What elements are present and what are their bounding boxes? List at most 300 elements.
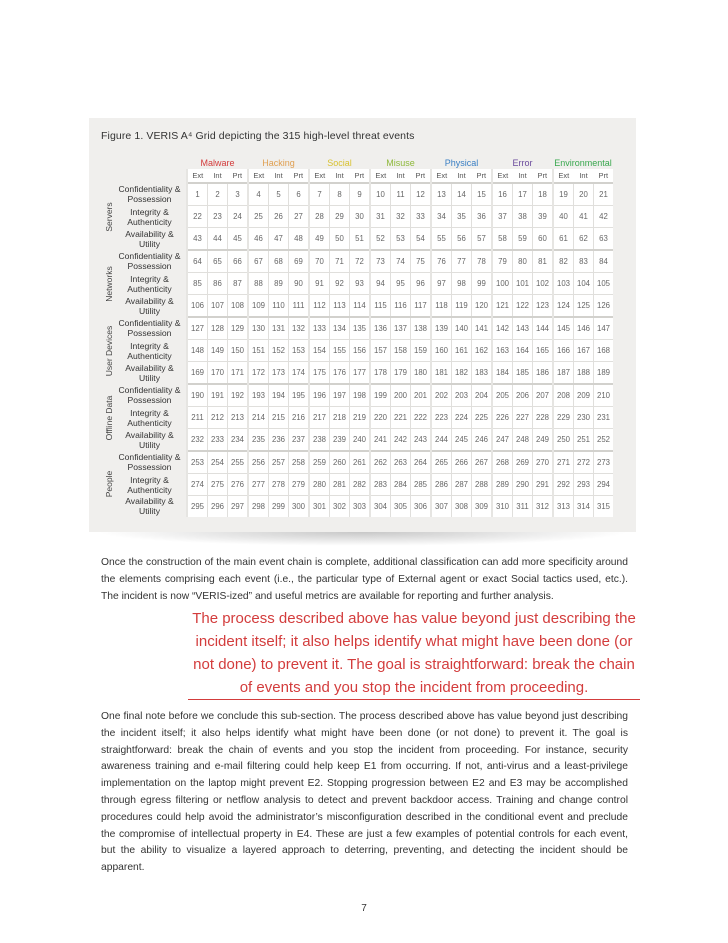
asset-group-label: Networks [103, 265, 114, 302]
page-number: 7 [361, 903, 367, 914]
threat-event-cell: 148 [187, 340, 208, 362]
grid-row [101, 429, 613, 452]
threat-event-cell: 209 [574, 384, 594, 407]
threat-event-cell: 105 [594, 273, 614, 295]
threat-event-cell: 150 [228, 340, 249, 362]
threat-event-cell: 30 [350, 206, 371, 228]
threat-event-cell: 53 [391, 228, 411, 251]
threat-event-cell: 57 [472, 228, 493, 251]
grid-row [101, 496, 613, 518]
threat-event-cell: 279 [289, 474, 310, 496]
threat-event-cell: 276 [228, 474, 249, 496]
threat-event-cell: 117 [411, 295, 432, 318]
threat-event-cell: 31 [370, 206, 391, 228]
threat-event-cell: 40 [553, 206, 574, 228]
subheader-prt: Prt [594, 169, 614, 183]
subheader-prt: Prt [350, 169, 371, 183]
attribute-label: Availability & Utility [125, 362, 174, 383]
asset-group [101, 183, 116, 250]
threat-event-cell: 75 [411, 250, 432, 273]
threat-event-cell: 107 [208, 295, 228, 318]
threat-event-cell: 12 [411, 183, 432, 206]
threat-event-cell: 257 [269, 451, 289, 474]
threat-event-cell: 141 [472, 317, 493, 340]
threat-event-cell: 211 [187, 407, 208, 429]
threat-event-cell: 89 [269, 273, 289, 295]
threat-event-cell: 166 [553, 340, 574, 362]
grid-row [101, 273, 613, 295]
threat-event-cell: 32 [391, 206, 411, 228]
threat-event-cell: 237 [289, 429, 310, 452]
threat-event-cell: 177 [350, 362, 371, 385]
threat-event-cell: 277 [248, 474, 269, 496]
threat-event-cell: 37 [492, 206, 513, 228]
subheader-row [101, 169, 613, 183]
grid-row [101, 474, 613, 496]
threat-event-cell: 156 [350, 340, 371, 362]
grid-row [101, 228, 613, 251]
subheader-int: Int [391, 169, 411, 183]
threat-event-cell: 283 [370, 474, 391, 496]
subheader-ext: Ext [309, 169, 330, 183]
threat-event-cell: 68 [269, 250, 289, 273]
threat-event-cell: 49 [309, 228, 330, 251]
attribute-label: Availability & Utility [125, 429, 174, 450]
threat-event-cell: 28 [309, 206, 330, 228]
threat-event-cell: 9 [350, 183, 371, 206]
threat-event-cell: 23 [208, 206, 228, 228]
threat-event-cell: 140 [452, 317, 472, 340]
threat-event-cell: 144 [533, 317, 554, 340]
threat-event-cell: 52 [370, 228, 391, 251]
threat-event-cell: 189 [594, 362, 614, 385]
threat-event-cell: 253 [187, 451, 208, 474]
threat-event-cell: 208 [553, 384, 574, 407]
threat-event-cell: 29 [330, 206, 350, 228]
threat-event-cell: 310 [492, 496, 513, 518]
threat-event-cell: 236 [269, 429, 289, 452]
threat-event-cell: 132 [289, 317, 310, 340]
threat-event-cell: 60 [533, 228, 554, 251]
attribute-label: Confidentiality & Possession [118, 452, 181, 473]
threat-event-cell: 81 [533, 250, 554, 273]
threat-event-cell: 13 [431, 183, 452, 206]
threat-event-cell: 147 [594, 317, 614, 340]
threat-event-cell: 124 [553, 295, 574, 318]
threat-event-cell: 99 [472, 273, 493, 295]
threat-event-cell: 80 [513, 250, 533, 273]
category-header-social: Social [327, 157, 352, 168]
threat-event-cell: 151 [248, 340, 269, 362]
threat-event-cell: 56 [452, 228, 472, 251]
threat-event-cell: 154 [309, 340, 330, 362]
threat-event-cell: 286 [431, 474, 452, 496]
threat-event-cell: 178 [370, 362, 391, 385]
attribute-label: Confidentiality & Possession [118, 385, 181, 406]
threat-event-cell: 227 [513, 407, 533, 429]
threat-event-cell: 183 [472, 362, 493, 385]
threat-event-cell: 249 [533, 429, 554, 452]
threat-event-cell: 210 [594, 384, 614, 407]
threat-event-cell: 83 [574, 250, 594, 273]
threat-event-cell: 115 [370, 295, 391, 318]
threat-event-cell: 3 [228, 183, 249, 206]
pull-quote: The process described above has value beyond just describing the incident itself; it also helps identify what might have been done (or not done) to prevent it. The goal is straightforward: break the chain of events and you stop the incident from proceeding. [192, 610, 636, 696]
threat-event-cell: 39 [533, 206, 554, 228]
threat-event-cell: 45 [228, 228, 249, 251]
subheader-int: Int [452, 169, 472, 183]
threat-event-cell: 193 [248, 384, 269, 407]
pull-quote-rule [188, 699, 640, 700]
threat-event-cell: 51 [350, 228, 371, 251]
threat-event-cell: 231 [594, 407, 614, 429]
threat-event-cell: 207 [533, 384, 554, 407]
threat-event-cell: 136 [370, 317, 391, 340]
threat-event-cell: 313 [553, 496, 574, 518]
threat-event-cell: 120 [472, 295, 493, 318]
threat-event-cell: 275 [208, 474, 228, 496]
subheader-ext: Ext [431, 169, 452, 183]
subheader-ext: Ext [370, 169, 391, 183]
threat-event-cell: 25 [248, 206, 269, 228]
threat-event-cell: 128 [208, 317, 228, 340]
threat-event-cell: 289 [492, 474, 513, 496]
grid-row [101, 407, 613, 429]
threat-event-cell: 284 [391, 474, 411, 496]
threat-event-cell: 88 [248, 273, 269, 295]
threat-event-cell: 145 [553, 317, 574, 340]
veris-a4-grid [101, 156, 613, 517]
threat-event-cell: 218 [330, 407, 350, 429]
threat-event-cell: 54 [411, 228, 432, 251]
threat-event-cell: 15 [472, 183, 493, 206]
threat-event-cell: 103 [553, 273, 574, 295]
threat-event-cell: 232 [187, 429, 208, 452]
threat-event-cell: 162 [472, 340, 493, 362]
threat-event-cell: 116 [391, 295, 411, 318]
threat-event-cell: 294 [594, 474, 614, 496]
subheader-prt: Prt [533, 169, 554, 183]
asset-group [101, 384, 116, 451]
threat-event-cell: 100 [492, 273, 513, 295]
threat-event-cell: 264 [411, 451, 432, 474]
threat-event-cell: 308 [452, 496, 472, 518]
threat-event-cell: 179 [391, 362, 411, 385]
threat-event-cell: 221 [391, 407, 411, 429]
threat-event-cell: 35 [452, 206, 472, 228]
threat-event-cell: 285 [411, 474, 432, 496]
grid-row [101, 250, 613, 273]
subheader-ext: Ext [553, 169, 574, 183]
threat-event-cell: 167 [574, 340, 594, 362]
threat-event-cell: 113 [330, 295, 350, 318]
threat-event-cell: 230 [574, 407, 594, 429]
asset-group-label: User Devices [103, 325, 114, 376]
threat-event-cell: 155 [330, 340, 350, 362]
threat-event-cell: 190 [187, 384, 208, 407]
threat-event-cell: 295 [187, 496, 208, 518]
threat-event-cell: 222 [411, 407, 432, 429]
threat-event-cell: 134 [330, 317, 350, 340]
threat-event-cell: 245 [452, 429, 472, 452]
threat-event-cell: 2 [208, 183, 228, 206]
threat-event-cell: 171 [228, 362, 249, 385]
threat-event-cell: 242 [391, 429, 411, 452]
threat-event-cell: 293 [574, 474, 594, 496]
threat-event-cell: 192 [228, 384, 249, 407]
threat-event-cell: 70 [309, 250, 330, 273]
subheader-int: Int [513, 169, 533, 183]
threat-event-cell: 33 [411, 206, 432, 228]
threat-event-cell: 24 [228, 206, 249, 228]
threat-event-cell: 152 [269, 340, 289, 362]
threat-event-cell: 71 [330, 250, 350, 273]
category-header-row [101, 156, 613, 169]
threat-event-cell: 226 [492, 407, 513, 429]
asset-group [101, 451, 116, 517]
paragraph-final-note: One final note before we conclude this sub-section. The process described above has value beyond just describing the incident itself; it also helps identify what might have been done (or not done) to prevent it. The goal is straightforward: break the chain of events and you stop the incident from proceeding. For instance, security awareness training and e-mail filtering could help keep E1 from occurring. If not, anti-virus and a least-privilege implementation on the laptop might prevent E2. Stopping progression between E2 and E3 may be accomplished through egress filtering or netflow analysis to detect and prevent backdoor access. Training and change control procedures could help avoid the administrator’s misconfiguration described in the conditional event and preclude the compromise of intellectual property in E4. These are just a few examples of potential controls for each event, but the ability to visualize a layered approach to deterring, preventing, and detecting the incident should be apparent. [101, 711, 628, 874]
threat-event-cell: 86 [208, 273, 228, 295]
threat-event-cell: 260 [330, 451, 350, 474]
threat-event-cell: 7 [309, 183, 330, 206]
threat-event-cell: 38 [513, 206, 533, 228]
threat-event-cell: 129 [228, 317, 249, 340]
threat-event-cell: 303 [350, 496, 371, 518]
threat-event-cell: 302 [330, 496, 350, 518]
threat-event-cell: 109 [248, 295, 269, 318]
threat-event-cell: 198 [350, 384, 371, 407]
threat-event-cell: 248 [513, 429, 533, 452]
threat-event-cell: 250 [553, 429, 574, 452]
threat-event-cell: 95 [391, 273, 411, 295]
threat-event-cell: 160 [431, 340, 452, 362]
threat-event-cell: 186 [533, 362, 554, 385]
threat-event-cell: 266 [452, 451, 472, 474]
threat-event-cell: 195 [289, 384, 310, 407]
threat-event-cell: 287 [452, 474, 472, 496]
threat-event-cell: 118 [431, 295, 452, 318]
threat-event-cell: 215 [269, 407, 289, 429]
figure-shadow [96, 532, 630, 546]
threat-event-cell: 273 [594, 451, 614, 474]
asset-group-label: Offline Data [103, 395, 114, 440]
threat-event-cell: 16 [492, 183, 513, 206]
threat-event-cell: 165 [533, 340, 554, 362]
threat-event-cell: 262 [370, 451, 391, 474]
attribute-label: Integrity & Authenticity [127, 206, 172, 227]
subheader-prt: Prt [228, 169, 249, 183]
threat-event-cell: 301 [309, 496, 330, 518]
threat-event-cell: 181 [431, 362, 452, 385]
asset-group-label: Servers [103, 201, 114, 232]
threat-event-cell: 205 [492, 384, 513, 407]
threat-event-cell: 282 [350, 474, 371, 496]
paragraph-veris-ized: Once the construction of the main event chain is complete, additional classification can add more specificity around the elements comprising each event (i.e., the particular type of External agent or exact Social tactics used, etc.). The incident is now “VERIS-ized” and useful metrics are available for reporting and further analysis. [101, 557, 628, 602]
threat-event-cell: 55 [431, 228, 452, 251]
category-header-physical: Physical [444, 157, 479, 168]
threat-event-cell: 34 [431, 206, 452, 228]
threat-event-cell: 104 [574, 273, 594, 295]
threat-event-cell: 175 [309, 362, 330, 385]
threat-event-cell: 139 [431, 317, 452, 340]
threat-event-cell: 131 [269, 317, 289, 340]
attribute-label: Confidentiality & Possession [118, 251, 181, 272]
threat-event-cell: 149 [208, 340, 228, 362]
subheader-ext: Ext [248, 169, 269, 183]
threat-event-cell: 281 [330, 474, 350, 496]
threat-event-cell: 130 [248, 317, 269, 340]
threat-event-cell: 135 [350, 317, 371, 340]
threat-event-cell: 194 [269, 384, 289, 407]
threat-event-cell: 157 [370, 340, 391, 362]
threat-event-cell: 297 [228, 496, 249, 518]
threat-event-cell: 278 [269, 474, 289, 496]
threat-event-cell: 123 [533, 295, 554, 318]
threat-event-cell: 63 [594, 228, 614, 251]
threat-event-cell: 288 [472, 474, 493, 496]
threat-event-cell: 314 [574, 496, 594, 518]
threat-event-cell: 17 [513, 183, 533, 206]
threat-event-cell: 18 [533, 183, 554, 206]
threat-event-cell: 8 [330, 183, 350, 206]
threat-event-cell: 271 [553, 451, 574, 474]
threat-event-cell: 48 [289, 228, 310, 251]
attribute-label: Availability & Utility [125, 496, 174, 517]
threat-event-cell: 5 [269, 183, 289, 206]
threat-event-cell: 6 [289, 183, 310, 206]
threat-event-cell: 108 [228, 295, 249, 318]
threat-event-cell: 255 [228, 451, 249, 474]
threat-event-cell: 62 [574, 228, 594, 251]
threat-event-cell: 47 [269, 228, 289, 251]
threat-event-cell: 164 [513, 340, 533, 362]
threat-event-cell: 217 [309, 407, 330, 429]
category-header-hacking: Hacking [262, 157, 295, 168]
threat-event-cell: 258 [289, 451, 310, 474]
threat-event-cell: 110 [269, 295, 289, 318]
attribute-label: Integrity & Authenticity [127, 340, 172, 361]
threat-event-cell: 256 [248, 451, 269, 474]
threat-event-cell: 270 [533, 451, 554, 474]
threat-event-cell: 4 [248, 183, 269, 206]
threat-event-cell: 41 [574, 206, 594, 228]
threat-event-cell: 168 [594, 340, 614, 362]
category-header-error: Error [512, 157, 533, 168]
threat-event-cell: 176 [330, 362, 350, 385]
threat-event-cell: 153 [289, 340, 310, 362]
threat-event-cell: 187 [553, 362, 574, 385]
threat-event-cell: 72 [350, 250, 371, 273]
threat-event-cell: 119 [452, 295, 472, 318]
threat-event-cell: 174 [289, 362, 310, 385]
threat-event-cell: 201 [411, 384, 432, 407]
grid-row [101, 340, 613, 362]
threat-event-cell: 298 [248, 496, 269, 518]
category-header-malware: Malware [200, 157, 235, 168]
attribute-label: Integrity & Authenticity [127, 474, 172, 495]
threat-event-cell: 133 [309, 317, 330, 340]
grid-row [101, 384, 613, 407]
threat-event-cell: 312 [533, 496, 554, 518]
threat-event-cell: 65 [208, 250, 228, 273]
subheader-int: Int [330, 169, 350, 183]
threat-event-cell: 203 [452, 384, 472, 407]
threat-event-cell: 138 [411, 317, 432, 340]
threat-event-cell: 93 [350, 273, 371, 295]
threat-event-cell: 219 [350, 407, 371, 429]
threat-event-cell: 296 [208, 496, 228, 518]
threat-event-cell: 20 [574, 183, 594, 206]
threat-event-cell: 163 [492, 340, 513, 362]
threat-event-cell: 159 [411, 340, 432, 362]
threat-event-cell: 79 [492, 250, 513, 273]
threat-event-cell: 212 [208, 407, 228, 429]
threat-event-cell: 197 [330, 384, 350, 407]
threat-event-cell: 223 [431, 407, 452, 429]
threat-event-cell: 78 [472, 250, 493, 273]
threat-event-cell: 22 [187, 206, 208, 228]
subheader-prt: Prt [411, 169, 432, 183]
threat-event-cell: 235 [248, 429, 269, 452]
threat-event-cell: 137 [391, 317, 411, 340]
threat-event-cell: 180 [411, 362, 432, 385]
threat-event-cell: 252 [594, 429, 614, 452]
threat-event-cell: 214 [248, 407, 269, 429]
grid-row [101, 317, 613, 340]
threat-event-cell: 213 [228, 407, 249, 429]
category-header-environmental: Environmental [554, 157, 612, 168]
threat-event-cell: 307 [431, 496, 452, 518]
threat-event-cell: 188 [574, 362, 594, 385]
threat-event-cell: 290 [513, 474, 533, 496]
threat-event-cell: 98 [452, 273, 472, 295]
attribute-label: Availability & Utility [125, 295, 174, 316]
threat-event-cell: 143 [513, 317, 533, 340]
attribute-label: Integrity & Authenticity [127, 273, 172, 294]
threat-event-cell: 251 [574, 429, 594, 452]
attribute-label: Confidentiality & Possession [118, 318, 181, 339]
subheader-prt: Prt [472, 169, 493, 183]
threat-event-cell: 42 [594, 206, 614, 228]
threat-event-cell: 234 [228, 429, 249, 452]
threat-event-cell: 59 [513, 228, 533, 251]
threat-event-cell: 96 [411, 273, 432, 295]
asset-group-label: People [103, 470, 114, 498]
threat-event-cell: 14 [452, 183, 472, 206]
threat-event-cell: 246 [472, 429, 493, 452]
threat-event-cell: 265 [431, 451, 452, 474]
threat-event-cell: 69 [289, 250, 310, 273]
threat-event-cell: 66 [228, 250, 249, 273]
threat-event-cell: 240 [350, 429, 371, 452]
threat-event-cell: 1 [187, 183, 208, 206]
threat-event-cell: 204 [472, 384, 493, 407]
threat-event-cell: 243 [411, 429, 432, 452]
attribute-label: Integrity & Authenticity [127, 407, 172, 428]
threat-event-cell: 199 [370, 384, 391, 407]
threat-event-cell: 254 [208, 451, 228, 474]
grid-row [101, 362, 613, 385]
threat-event-cell: 46 [248, 228, 269, 251]
threat-event-cell: 114 [350, 295, 371, 318]
asset-group [101, 317, 116, 384]
threat-event-cell: 269 [513, 451, 533, 474]
threat-event-cell: 169 [187, 362, 208, 385]
threat-event-cell: 182 [452, 362, 472, 385]
threat-event-cell: 50 [330, 228, 350, 251]
threat-event-cell: 106 [187, 295, 208, 318]
threat-event-cell: 202 [431, 384, 452, 407]
